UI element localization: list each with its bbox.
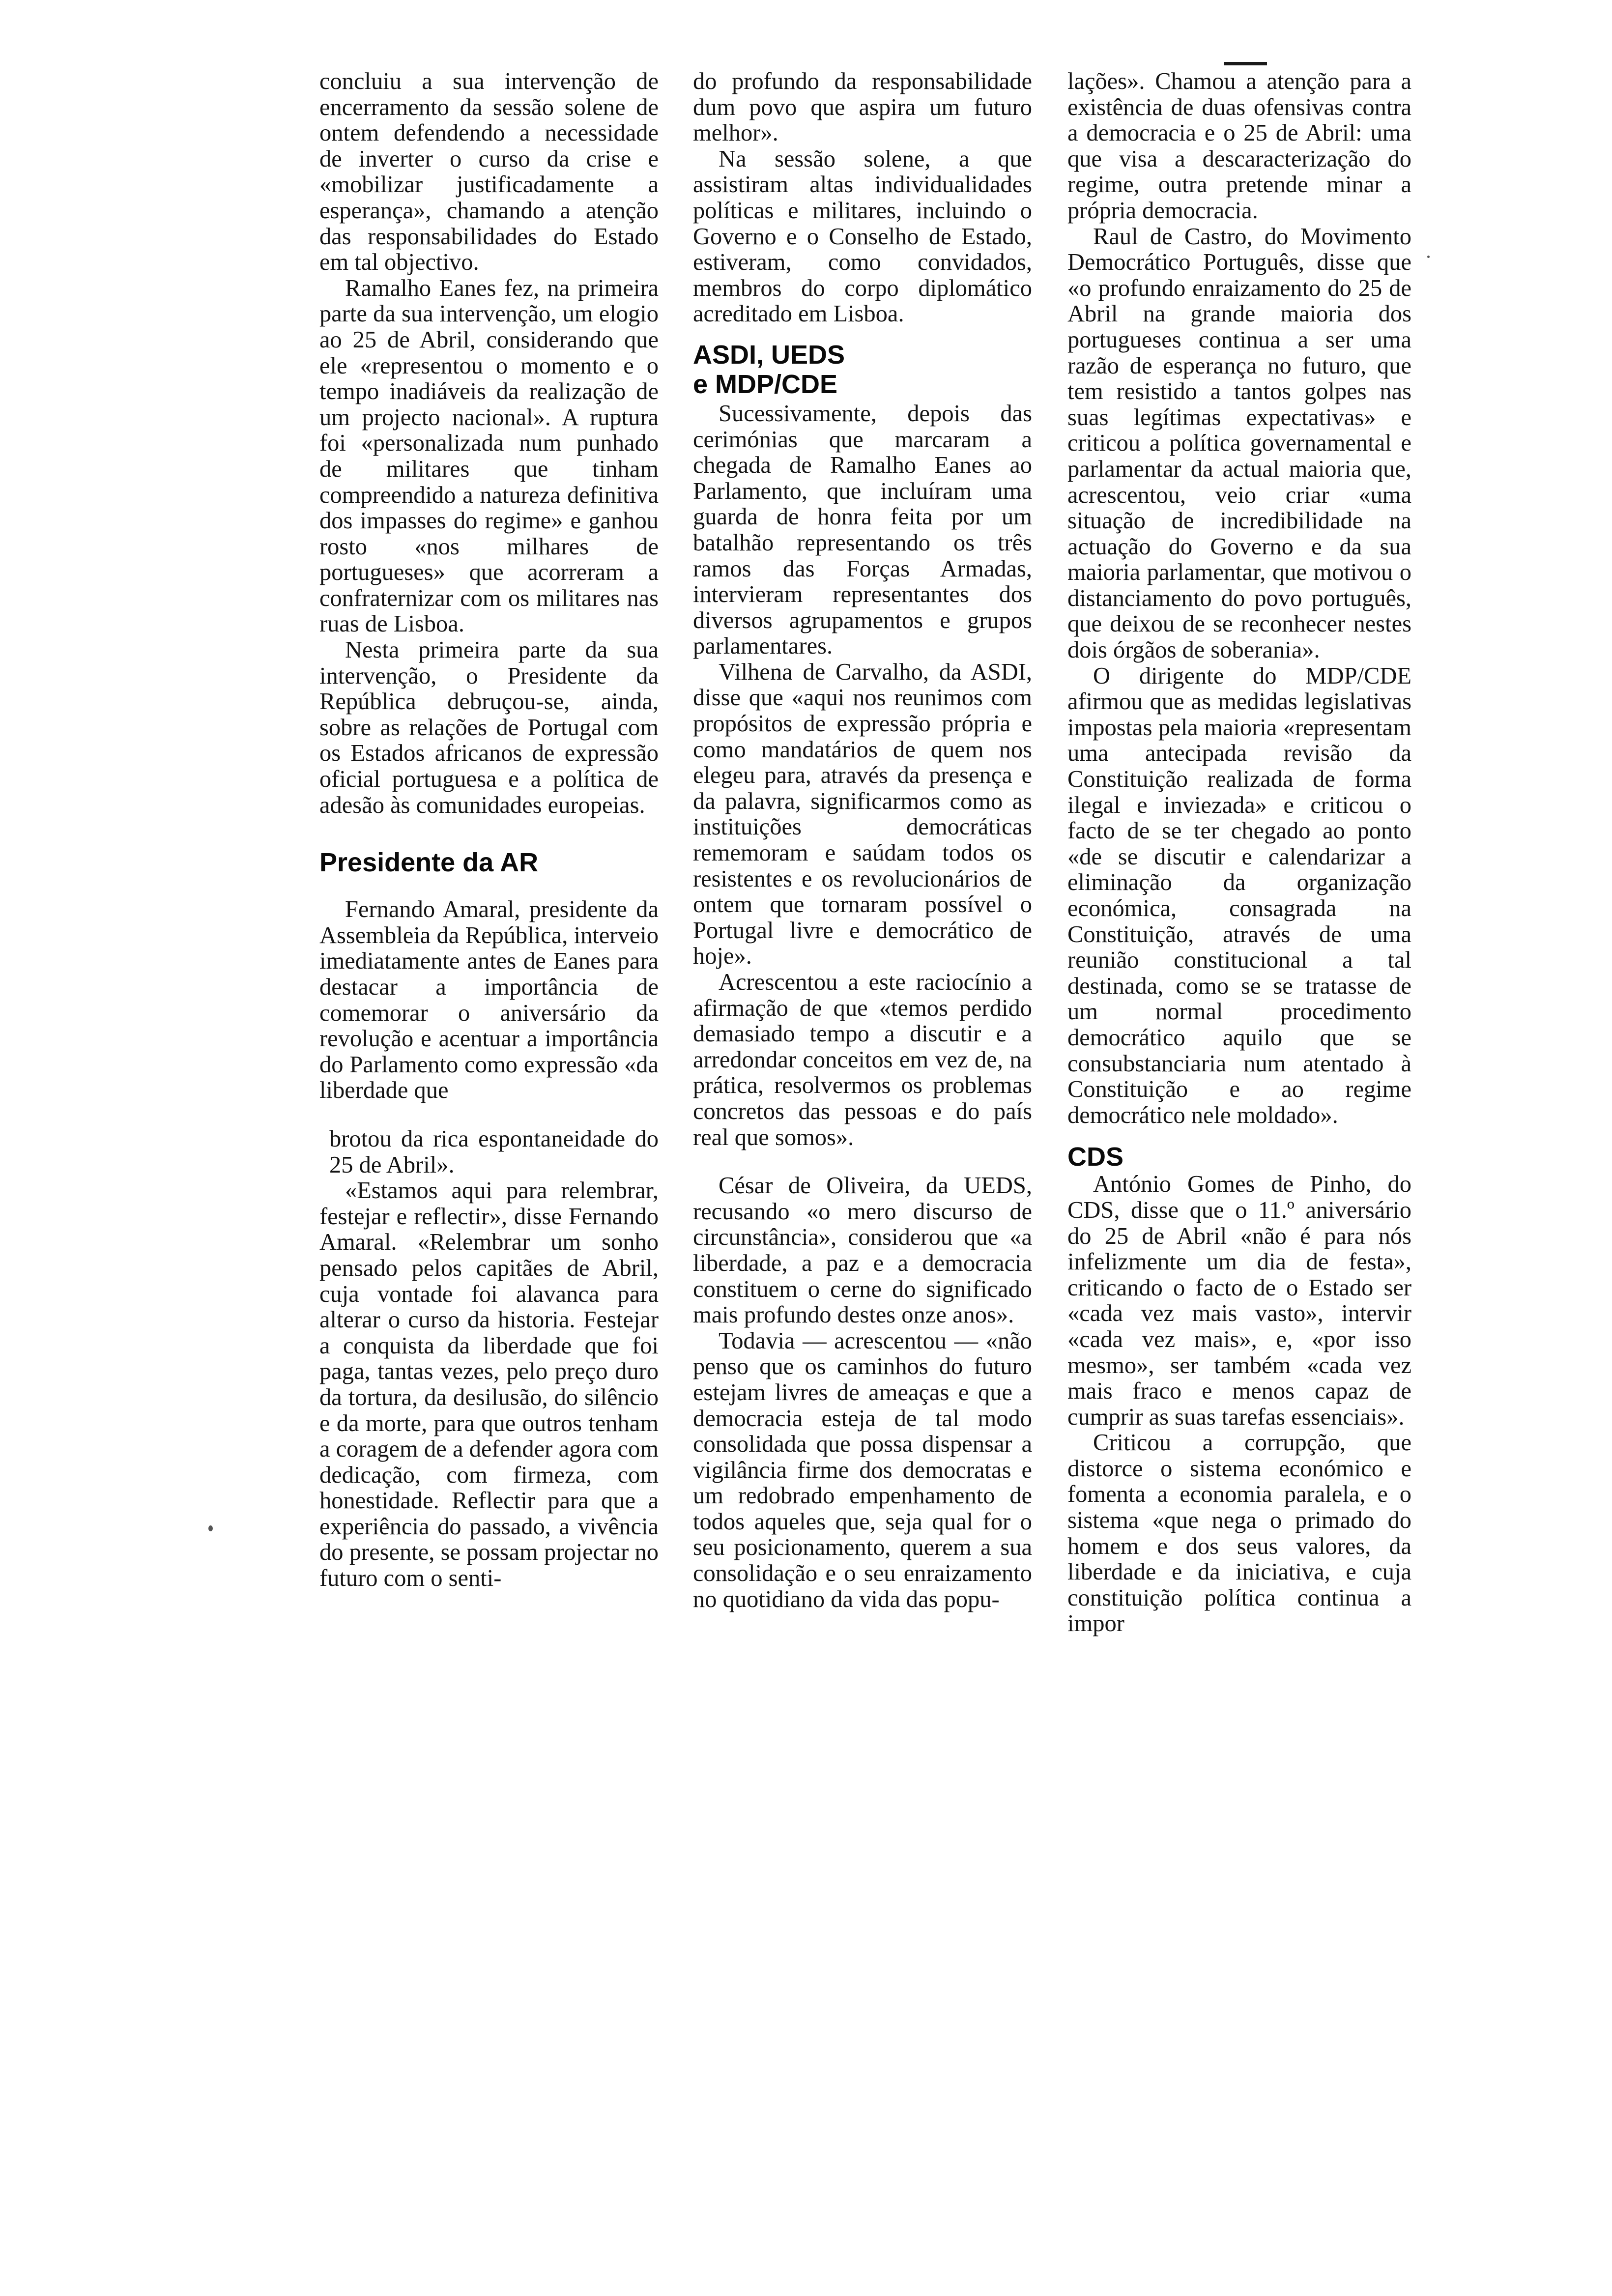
paragraph: Sucessivamente, depois das cerimónias que marcaram a chegada de Ramalho Eanes ao Parlamento, que incluíram uma guarda de honra feita por um batalhão representando os três ramos das Forças Armadas, intervieram representantes dos diversos agrupamentos e grupos parlamentares. [693,400,1032,660]
paragraph: Acrescentou a este raciocínio a afirmação de que «temos perdido demasiado tempo a discutir e a arredondar conceitos em vez de, na prática, resolvermos os problemas concretos das pessoas e do país real que somos». [693,969,1032,1150]
paragraph: brotou da rica espontaneidade do 25 de Abril». [329,1125,659,1178]
paragraph: Todavia — acrescentou — «não penso que os caminhos do futuro estejam livres de ameaças e que a democracia esteja de tal modo consolidada que possa dispensar a vigilância firme dos democratas e um redobrado empenhamento de todos aqueles que, seja qual for o seu posicionamento, querem a sua consolidação e o seu enraizamento no quotidiano da vida das popu- [693,1327,1032,1612]
column-2 [693,69,1032,1612]
paragraph: Fernando Amaral, presidente da Assembleia da República, interveio imediatamente antes de Eanes para destacar a importância de comemorar o aniversário da revolução e acentuar a importância do Parlamento como expressão «da liberdade que [319,896,659,1104]
paragraph: O dirigente do MDP/CDE afirmou que as medidas legislativas impostas pela maioria «representam uma antecipada revisão da Constituição realizada de forma ilegal e inviezada» e criticou o facto de se ter chegado ao ponto «de se discutir e calendarizar a eliminação da organização económica, consagrada na Constituição, através de uma reunião constitucional a tal destinada, como se se tratasse de um normal procedimento democrático aquilo que se consubstanciaria num atentado à Constituição e ao regime democrático nele moldado». [1067,662,1411,1128]
top-rule [1224,62,1267,65]
paragraph: Na sessão solene, a que assistiram altas individualidades políticas e militares, incluindo o Governo e o Conselho de Estado, estiveram, como convidados, membros do corpo diplomático acreditado em Lisboa. [693,145,1032,327]
paragraph: lações». Chamou a atenção para a existência de duas ofensivas contra a democracia e o 25 de Abril: uma que visa a descaracterização do regime, outra pretende minar a própria democracia. [1067,68,1411,224]
column-1 [319,69,659,1592]
paragraph: «Estamos aqui para relembrar, festejar e reflectir», disse Fernando Amaral. «Relembrar um sonho pensado pelos capitães de Abril, cuja vontade foi alavanca para alterar o curso da historia. Festejar a conquista da liberdade que foi paga, tantas vezes, pelo preço duro da tortura, da desilusão, do silêncio e da morte, para que outros tenham a coragem de a defender agora com dedicação, com firmeza, com honestidade. Reflectir para que a experiência do passado, a vivência do presente, se possam projectar no futuro com o senti- [319,1177,659,1592]
paragraph: António Gomes de Pinho, do CDS, disse que o 11.º aniversário do 25 de Abril «não é para nós infelizmente um dia de festa», criticando o facto de o Estado ser «cada vez mais vasto», intervir «cada vez mais», e, «por isso mesmo», ser também «cada vez mais fraco e menos capaz de cumprir as suas tarefas essenciais». [1067,1171,1411,1430]
section-heading: CDS [1067,1142,1124,1172]
scan-speck [208,1525,213,1531]
paragraph: do profundo da responsabilidade dum povo que aspira um futuro melhor». [693,68,1032,146]
paragraph: Criticou a corrupção, que distorce o sistema económico e fomenta a economia paralela, e o sistema «que nega o primado do homem e dos seus valores, da liberdade e da iniciativa, e cuja constituição política continua a impor [1067,1430,1411,1637]
scan-speck [1427,256,1430,258]
paragraph: Nesta primeira parte da sua intervenção, o Presidente da República debruçou-se, ainda, sobre as relações de Portugal com os Estados africanos de expressão oficial portuguesa e a política de adesão às comunidades europeias. [319,637,659,818]
column-3 [1067,69,1411,1637]
heading-line: e MDP/CDE [693,369,838,399]
paragraph: Raul de Castro, do Movimento Democrático Português, disse que «o profundo enraizamento do 25 de Abril na grande maioria dos portugueses continua a ser uma razão de esperança no futuro, que tem resistido a tantos golpes nas suas legítimas expectativas» e criticou a política governamental e parlamentar da actual maioria que, acrescentou, veio criar «uma situação de incredibilidade na actuação do Governo e da sua maioria parlamentar, que motivou o distanciamento do povo português, que deixou de se reconhecer nestes dois órgãos de soberania». [1067,223,1411,663]
section-heading: Presidente da AR [319,848,539,878]
paragraph: Vilhena de Carvalho, da ASDI, disse que «aqui nos reunimos com propósitos de expressão própria e como mandatários de quem nos elegeu para, através da presença e da palavra, significarmos como as instituições democráticas rememoram e saúdam todos os resistentes e os revolucionários de ontem que tornaram possível o Portugal livre e democrático de hoje». [693,659,1032,970]
section-heading [693,340,1032,399]
paragraph: concluiu a sua intervenção de encerramento da sessão solene de ontem defendendo a necessidade de inverter o curso da crise e «mobilizar justificadamente a esperança», chamando a atenção das responsabilidades do Estado em tal objectivo. [319,68,659,276]
paragraph: Ramalho Eanes fez, na primeira parte da sua intervenção, um elogio ao 25 de Abril, considerando que ele «representou o momento e o tempo inadiáveis da realização de um projecto nacional». A ruptura foi «personalizada num punhado de militares que tinham compreendido a natureza definitiva dos impasses do regime» e ganhou rosto «nos milhares de portugueses» que acorreram a confraternizar com os militares nas ruas de Lisboa. [319,275,659,637]
paragraph: César de Oliveira, da UEDS, recusando «o mero discurso de circunstância», considerou que «a liberdade, a paz e a democracia constituem o cerne do significado mais profundo destes onze anos». [693,1173,1032,1328]
heading-line: ASDI, UEDS [693,340,845,370]
